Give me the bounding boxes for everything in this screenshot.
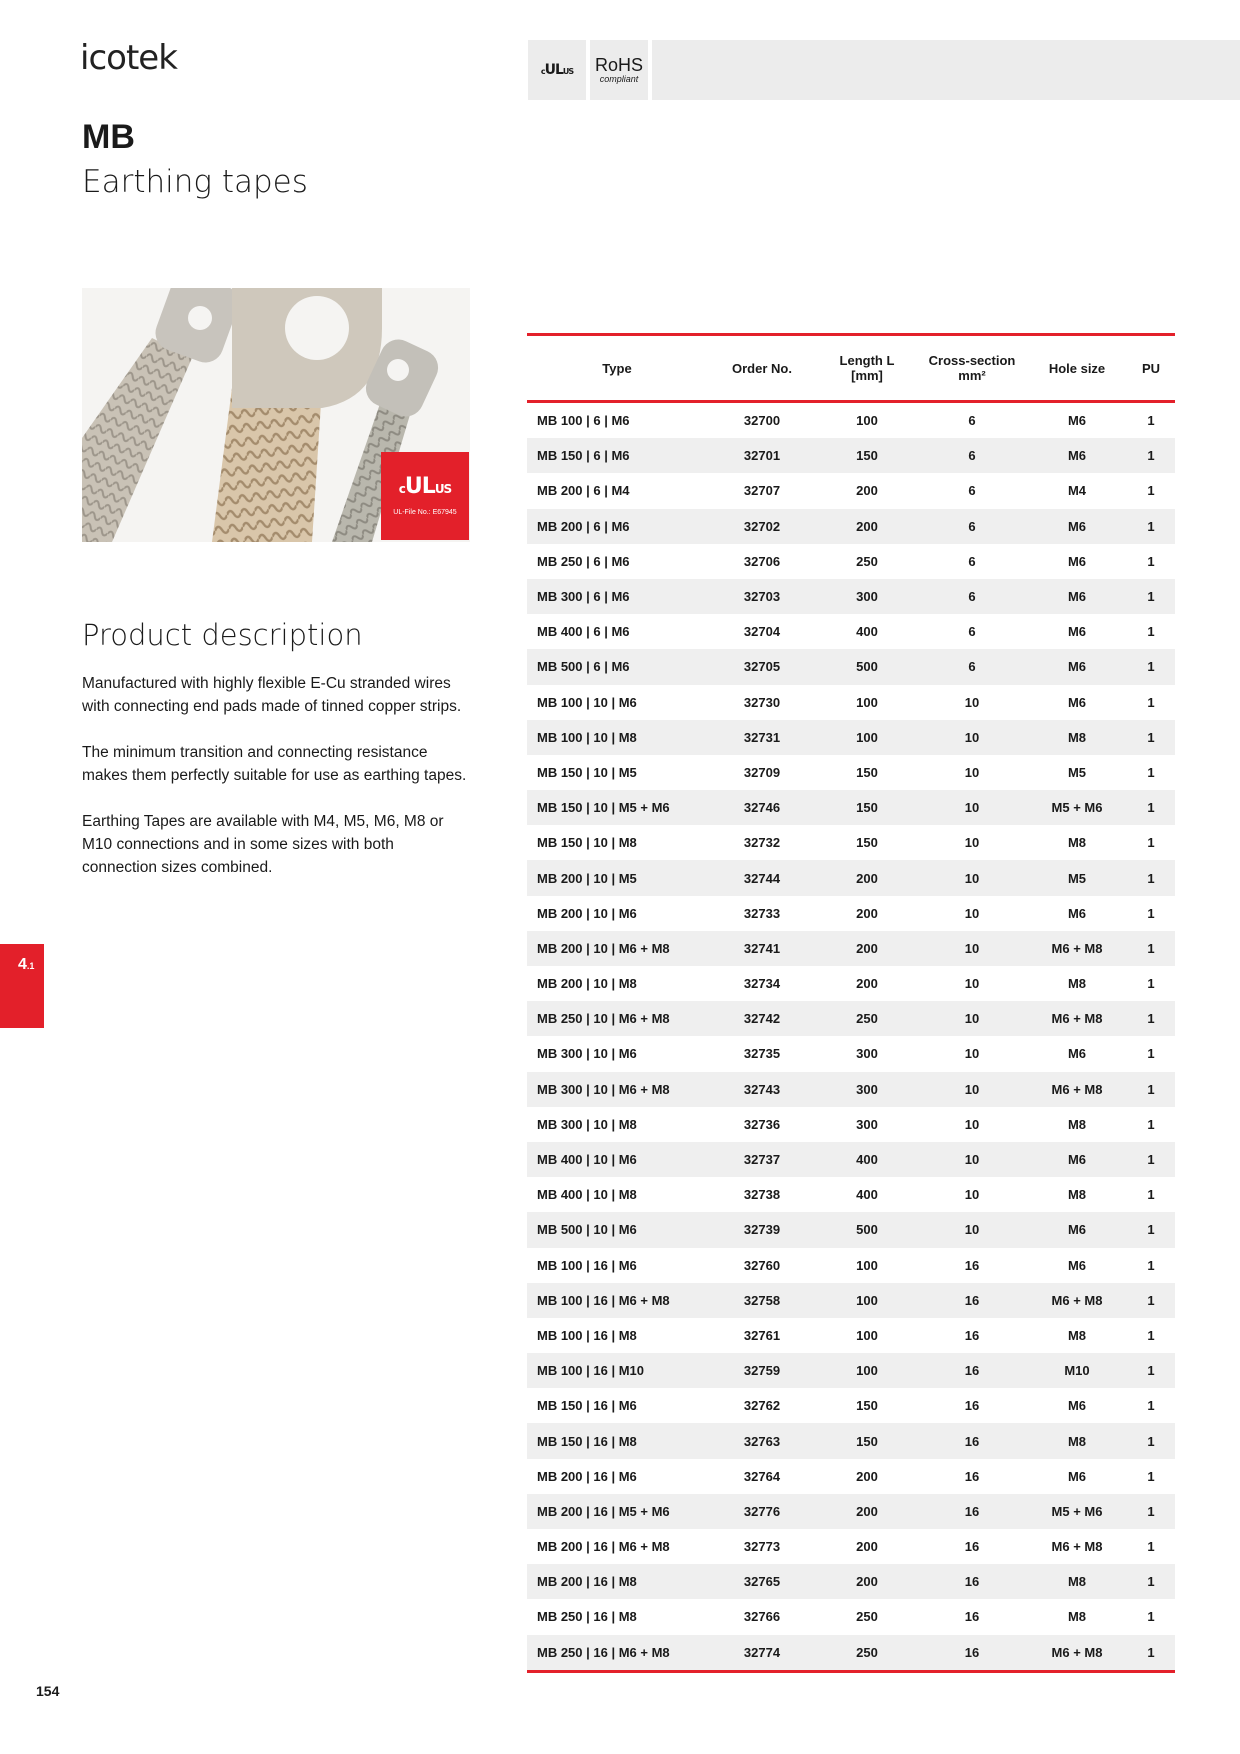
- cell-type: MB 100 | 10 | M8: [527, 720, 707, 755]
- table-row: [527, 1494, 1175, 1529]
- table-row: [527, 1177, 1175, 1212]
- cell-cross-section: 10: [964, 905, 980, 921]
- cell-pu: 1: [1127, 790, 1175, 825]
- cell-order-no: 32759: [707, 1353, 817, 1388]
- cell-length: 400: [856, 624, 878, 640]
- cell-hole-size: M6: [1027, 438, 1127, 473]
- cell-pu: 1: [1127, 720, 1175, 755]
- cell-pu: 1: [1147, 1609, 1155, 1625]
- cell-order-no: 32774: [707, 1635, 817, 1672]
- cell-cross-section: 6: [917, 438, 1027, 473]
- cell-cross-section: 10: [917, 1072, 1027, 1107]
- cell-hole-size: M5: [1067, 764, 1087, 780]
- cell-type: MB 250 | 6 | M6: [537, 553, 630, 569]
- cell-length: 200: [817, 931, 917, 966]
- table-row: [527, 1388, 1175, 1423]
- cell-hole-size: M8: [1067, 1327, 1087, 1343]
- cell-hole-size: M6 + M8: [1027, 1072, 1127, 1107]
- cell-cross-section: 10: [964, 976, 980, 992]
- cell-order-no: 32737: [707, 1142, 817, 1177]
- table-row: [527, 966, 1175, 1001]
- table-row: [527, 1635, 1175, 1672]
- table-body: [527, 402, 1175, 1672]
- cell-cross-section: 16: [964, 1398, 980, 1414]
- cell-order-no: 32766: [743, 1609, 781, 1625]
- cell-length: 150: [817, 790, 917, 825]
- table-row: [527, 614, 1175, 649]
- cell-pu: 1: [1127, 1072, 1175, 1107]
- description-paragraph: Manufactured with highly flexible E-Cu stranded wires with connecting end pads made of tinned copper strips.: [82, 675, 462, 715]
- description-paragraph: Earthing Tapes are available with M4, M5, M6, M8 or M10 connections and in some sizes with both connection sizes combined.: [82, 813, 444, 876]
- cell-type: MB 200 | 6 | M4: [537, 483, 630, 499]
- cell-length: 100: [817, 1283, 917, 1318]
- cell-length: 200: [856, 1539, 878, 1555]
- cell-order-no: 32743: [707, 1072, 817, 1107]
- table-row: [527, 1001, 1175, 1036]
- cell-order-no: 32760: [743, 1257, 781, 1273]
- cell-type: MB 150 | 16 | M8: [527, 1423, 707, 1458]
- table-row: [527, 931, 1175, 966]
- cell-pu: 1: [1147, 1539, 1155, 1555]
- description-heading: Product description: [82, 618, 363, 652]
- cell-type: MB 200 | 6 | M6: [527, 509, 707, 544]
- cell-order-no: 32705: [707, 649, 817, 684]
- cell-pu: 1: [1127, 1494, 1175, 1529]
- cell-length: 200: [856, 905, 878, 921]
- cell-pu: 1: [1127, 579, 1175, 614]
- cell-cross-section: 6: [917, 509, 1027, 544]
- cell-type: MB 200 | 16 | M6 + M8: [537, 1539, 670, 1555]
- table-row: [527, 790, 1175, 825]
- header-pu: PU: [1141, 360, 1161, 376]
- cell-order-no: 32702: [707, 509, 817, 544]
- table-row: [527, 720, 1175, 755]
- rohs-sub-label: compliant: [599, 74, 639, 84]
- cell-pu: 1: [1127, 1283, 1175, 1318]
- cell-length: 250: [817, 1001, 917, 1036]
- cell-order-no: 32734: [743, 976, 781, 992]
- cell-hole-size: M6: [1067, 1046, 1087, 1062]
- cell-length: 200: [856, 1468, 878, 1484]
- cell-cross-section: 10: [964, 694, 980, 710]
- cell-order-no: 32709: [743, 764, 781, 780]
- ul-certification-icon: cULUS: [528, 40, 586, 100]
- cell-order-no: 32703: [707, 579, 817, 614]
- cell-order-no: 32764: [743, 1468, 781, 1484]
- cell-type: MB 250 | 10 | M6 + M8: [527, 1001, 707, 1036]
- cell-type: MB 200 | 16 | M5 + M6: [527, 1494, 707, 1529]
- table-row: [527, 473, 1175, 508]
- cell-length: 500: [817, 649, 917, 684]
- cell-pu: 1: [1127, 438, 1175, 473]
- cell-order-no: 32732: [743, 835, 781, 851]
- cell-pu: 1: [1127, 1564, 1175, 1599]
- cell-pu: 1: [1127, 931, 1175, 966]
- cell-hole-size: M6 + M8: [1027, 1635, 1127, 1672]
- cell-cross-section: 10: [917, 860, 1027, 895]
- cell-hole-size: M6 + M8: [1027, 1001, 1127, 1036]
- cell-pu: 1: [1147, 835, 1155, 851]
- cell-cross-section: 10: [917, 1212, 1027, 1247]
- cell-hole-size: M8: [1067, 1187, 1087, 1203]
- table-row: [527, 755, 1175, 790]
- cell-cross-section: 16: [917, 1353, 1027, 1388]
- cell-type: MB 100 | 16 | M10: [527, 1353, 707, 1388]
- cell-hole-size: M6 + M8: [1027, 1283, 1127, 1318]
- cell-hole-size: M6 + M8: [1027, 931, 1127, 966]
- cell-hole-size: M8: [1027, 1564, 1127, 1599]
- cell-type: MB 200 | 10 | M5: [527, 860, 707, 895]
- cell-hole-size: M6: [1067, 905, 1087, 921]
- cell-pu: 1: [1147, 1187, 1155, 1203]
- cell-type: MB 300 | 10 | M8: [537, 1116, 637, 1132]
- table-row: [527, 1599, 1175, 1634]
- cell-cross-section: 10: [917, 931, 1027, 966]
- cell-hole-size: M5 + M6: [1027, 790, 1127, 825]
- table-row: [527, 1353, 1175, 1388]
- cell-order-no: 32731: [707, 720, 817, 755]
- cell-length: 150: [817, 438, 917, 473]
- cell-hole-size: M6: [1067, 413, 1087, 429]
- cell-cross-section: 10: [964, 764, 980, 780]
- cell-order-no: 32707: [743, 483, 781, 499]
- cell-cross-section: 16: [917, 1283, 1027, 1318]
- cell-type: MB 250 | 16 | M6 + M8: [527, 1635, 707, 1672]
- cell-type: MB 200 | 10 | M6 + M8: [527, 931, 707, 966]
- table-header-row: [527, 335, 1175, 402]
- cell-type: MB 300 | 6 | M6: [527, 579, 707, 614]
- cell-cross-section: 16: [917, 1423, 1027, 1458]
- cell-type: MB 400 | 10 | M6: [527, 1142, 707, 1177]
- cell-length: 150: [856, 1398, 878, 1414]
- cell-order-no: 32738: [743, 1187, 781, 1203]
- cell-order-no: 32701: [707, 438, 817, 473]
- cell-order-no: 32746: [707, 790, 817, 825]
- table-row: [527, 1212, 1175, 1247]
- cell-order-no: 32765: [707, 1564, 817, 1599]
- cell-hole-size: M8: [1067, 1116, 1087, 1132]
- table-row: [527, 1459, 1175, 1494]
- cell-length: 100: [817, 1353, 917, 1388]
- table-row: [527, 860, 1175, 895]
- cell-cross-section: 16: [964, 1327, 980, 1343]
- cell-length: 300: [856, 1116, 878, 1132]
- cell-length: 200: [856, 976, 878, 992]
- cell-hole-size: M6: [1027, 579, 1127, 614]
- cert-bar-filler: [652, 40, 1240, 100]
- cell-length: 250: [856, 1609, 878, 1625]
- cell-hole-size: M6 + M8: [1051, 1539, 1103, 1555]
- cell-pu: 1: [1127, 649, 1175, 684]
- ul-badge-icon: cULUS: [398, 474, 452, 499]
- description-paragraph: The minimum transition and connecting resistance makes them perfectly suitable for use as earthing tapes.: [82, 744, 467, 784]
- table-row: [527, 1248, 1175, 1283]
- cell-pu: 1: [1147, 1046, 1155, 1062]
- product-title: MB: [82, 118, 135, 156]
- cell-type: MB 100 | 16 | M6: [537, 1257, 637, 1273]
- cell-type: MB 200 | 10 | M8: [537, 976, 637, 992]
- table-row: [527, 896, 1175, 931]
- cell-hole-size: M8: [1067, 835, 1087, 851]
- cell-length: 100: [856, 1257, 878, 1273]
- cell-type: MB 100 | 6 | M6: [537, 413, 630, 429]
- cell-cross-section: 6: [917, 649, 1027, 684]
- icotek-logo: icotek: [80, 38, 177, 78]
- cell-pu: 1: [1147, 1468, 1155, 1484]
- header-length: Length L [mm]: [839, 353, 895, 383]
- cell-order-no: 32776: [707, 1494, 817, 1529]
- cell-type: MB 150 | 10 | M8: [537, 835, 637, 851]
- cell-pu: 1: [1147, 905, 1155, 921]
- cell-length: 200: [856, 483, 878, 499]
- cell-pu: 1: [1127, 1212, 1175, 1247]
- cell-cross-section: 10: [964, 1116, 980, 1132]
- cell-order-no: 32730: [743, 694, 781, 710]
- cell-length: 300: [817, 1072, 917, 1107]
- specification-table: [527, 333, 1175, 1673]
- cell-cross-section: 16: [917, 1635, 1027, 1672]
- certification-bar: [528, 40, 1240, 100]
- cell-order-no: 32736: [743, 1116, 781, 1132]
- table-row: [527, 685, 1175, 720]
- rohs-certification: [590, 40, 648, 100]
- table-row: [527, 1036, 1175, 1071]
- cell-order-no: 32700: [743, 413, 781, 429]
- cell-type: MB 150 | 6 | M6: [527, 438, 707, 473]
- cell-cross-section: 6: [968, 483, 976, 499]
- cell-type: MB 150 | 10 | M5: [537, 764, 637, 780]
- cell-length: 250: [856, 553, 878, 569]
- cell-length: 250: [817, 1635, 917, 1672]
- cell-length: 200: [817, 1564, 917, 1599]
- cell-hole-size: M6: [1067, 1468, 1087, 1484]
- cell-pu: 1: [1147, 624, 1155, 640]
- table-row: [527, 1423, 1175, 1458]
- cell-cross-section: 10: [917, 720, 1027, 755]
- cell-order-no: 32742: [707, 1001, 817, 1036]
- cell-order-no: 32735: [743, 1046, 781, 1062]
- cell-cross-section: 6: [968, 413, 976, 429]
- table-row: [527, 1529, 1175, 1564]
- cell-pu: 1: [1147, 1257, 1155, 1273]
- cell-pu: 1: [1147, 694, 1155, 710]
- ul-listed-badge: [381, 452, 469, 540]
- cell-cross-section: 10: [917, 1001, 1027, 1036]
- cell-hole-size: M8: [1067, 1609, 1087, 1625]
- cell-length: 300: [817, 579, 917, 614]
- cell-length: 100: [856, 694, 878, 710]
- table-row: [527, 1283, 1175, 1318]
- cell-hole-size: M6: [1067, 1398, 1087, 1414]
- cell-order-no: 32733: [743, 905, 781, 921]
- cell-cross-section: 16: [917, 1564, 1027, 1599]
- cell-type: MB 500 | 6 | M6: [527, 649, 707, 684]
- cell-pu: 1: [1147, 1116, 1155, 1132]
- cell-type: MB 300 | 10 | M6 + M8: [527, 1072, 707, 1107]
- cell-hole-size: M6: [1027, 1212, 1127, 1247]
- cell-cross-section: 10: [917, 1142, 1027, 1177]
- cell-hole-size: M6: [1067, 553, 1087, 569]
- cell-length: 300: [856, 1046, 878, 1062]
- table-row: [527, 1142, 1175, 1177]
- table-row: [527, 1072, 1175, 1107]
- cell-type: MB 400 | 10 | M8: [537, 1187, 637, 1203]
- cell-type: MB 400 | 6 | M6: [537, 624, 630, 640]
- cell-length: 100: [856, 1327, 878, 1343]
- table-row: [527, 649, 1175, 684]
- cell-pu: 1: [1147, 1327, 1155, 1343]
- table-row: [527, 544, 1175, 579]
- header-type: Type: [602, 360, 632, 376]
- cell-pu: 1: [1127, 860, 1175, 895]
- cell-cross-section: 16: [917, 1494, 1027, 1529]
- cell-length: 400: [856, 1187, 878, 1203]
- cell-order-no: 32706: [743, 553, 781, 569]
- cell-type: MB 100 | 16 | M8: [537, 1327, 637, 1343]
- cell-cross-section: 10: [964, 835, 980, 851]
- cell-type: MB 200 | 10 | M6: [537, 905, 637, 921]
- cell-pu: 1: [1147, 553, 1155, 569]
- cell-cross-section: 10: [964, 1046, 980, 1062]
- cell-cross-section: 16: [964, 1257, 980, 1273]
- cell-pu: 1: [1147, 764, 1155, 780]
- cell-cross-section: 6: [917, 579, 1027, 614]
- table-row: [527, 1564, 1175, 1599]
- cell-length: 150: [856, 764, 878, 780]
- description-body: [82, 672, 467, 902]
- cell-type: MB 200 | 16 | M8: [527, 1564, 707, 1599]
- cell-hole-size: M6: [1067, 694, 1087, 710]
- cell-hole-size: M8: [1027, 720, 1127, 755]
- table-row: [527, 438, 1175, 473]
- cell-hole-size: M10: [1027, 1353, 1127, 1388]
- cell-hole-size: M4: [1067, 483, 1087, 499]
- cell-cross-section: 10: [964, 1187, 980, 1203]
- cell-pu: 1: [1127, 1142, 1175, 1177]
- cell-length: 150: [817, 1423, 917, 1458]
- cell-pu: 1: [1127, 1353, 1175, 1388]
- table-row: [527, 579, 1175, 614]
- cell-length: 500: [817, 1212, 917, 1247]
- cell-hole-size: M6: [1067, 624, 1087, 640]
- cell-type: MB 100 | 10 | M6: [537, 694, 637, 710]
- table-row: [527, 402, 1175, 439]
- cell-hole-size: M5 + M6: [1027, 1494, 1127, 1529]
- rohs-label: RoHS: [594, 55, 643, 75]
- ul-file-number: UL-File No.: E67945: [393, 509, 457, 516]
- header-cross-section: Cross-section mm²: [928, 353, 1016, 383]
- cell-cross-section: 6: [968, 553, 976, 569]
- cell-order-no: 32704: [743, 624, 781, 640]
- header-hole-size: Hole size: [1048, 360, 1106, 376]
- table-row: [527, 509, 1175, 544]
- cell-order-no: 32773: [743, 1539, 781, 1555]
- cell-cross-section: 10: [917, 790, 1027, 825]
- cell-pu: 1: [1147, 1398, 1155, 1414]
- cell-type: MB 250 | 16 | M8: [537, 1609, 637, 1625]
- cell-hole-size: M6: [1027, 649, 1127, 684]
- cell-type: MB 150 | 10 | M5 + M6: [527, 790, 707, 825]
- cell-order-no: 32761: [743, 1327, 781, 1343]
- cell-pu: 1: [1127, 1001, 1175, 1036]
- section-tab: 4.1: [0, 944, 44, 1028]
- cell-type: MB 300 | 10 | M6: [537, 1046, 637, 1062]
- header-order-no: Order No.: [732, 360, 792, 376]
- cell-type: MB 150 | 16 | M6: [537, 1398, 637, 1414]
- cell-order-no: 32758: [707, 1283, 817, 1318]
- cell-type: MB 500 | 10 | M6: [527, 1212, 707, 1247]
- cell-pu: 1: [1127, 1635, 1175, 1672]
- cell-length: 200: [817, 509, 917, 544]
- cell-pu: 1: [1127, 509, 1175, 544]
- cell-pu: 1: [1147, 483, 1155, 499]
- cell-cross-section: 6: [968, 624, 976, 640]
- cell-length: 100: [817, 720, 917, 755]
- table-row: [527, 1318, 1175, 1353]
- table-row: [527, 1107, 1175, 1142]
- cell-order-no: 32763: [707, 1423, 817, 1458]
- cell-cross-section: 16: [964, 1539, 980, 1555]
- cell-pu: 1: [1147, 976, 1155, 992]
- cell-length: 200: [817, 1494, 917, 1529]
- cell-length: 400: [817, 1142, 917, 1177]
- cell-hole-size: M5: [1027, 860, 1127, 895]
- cell-length: 150: [856, 835, 878, 851]
- product-subtitle: Earthing tapes: [82, 164, 308, 200]
- cell-order-no: 32741: [707, 931, 817, 966]
- cell-hole-size: M6: [1067, 1257, 1087, 1273]
- cell-hole-size: M6: [1027, 509, 1127, 544]
- table-row: [527, 825, 1175, 860]
- cell-length: 100: [856, 413, 878, 429]
- cell-order-no: 32762: [743, 1398, 781, 1414]
- cell-order-no: 32744: [707, 860, 817, 895]
- cell-type: MB 100 | 16 | M6 + M8: [527, 1283, 707, 1318]
- cell-order-no: 32739: [707, 1212, 817, 1247]
- cell-hole-size: M8: [1027, 1423, 1127, 1458]
- cell-cross-section: 16: [964, 1609, 980, 1625]
- cell-pu: 1: [1147, 413, 1155, 429]
- cell-length: 200: [817, 860, 917, 895]
- cell-hole-size: M6: [1027, 1142, 1127, 1177]
- cell-pu: 1: [1127, 1423, 1175, 1458]
- page-number: 154: [36, 1683, 60, 1699]
- cell-cross-section: 16: [964, 1468, 980, 1484]
- cell-type: MB 200 | 16 | M6: [537, 1468, 637, 1484]
- cell-hole-size: M8: [1067, 976, 1087, 992]
